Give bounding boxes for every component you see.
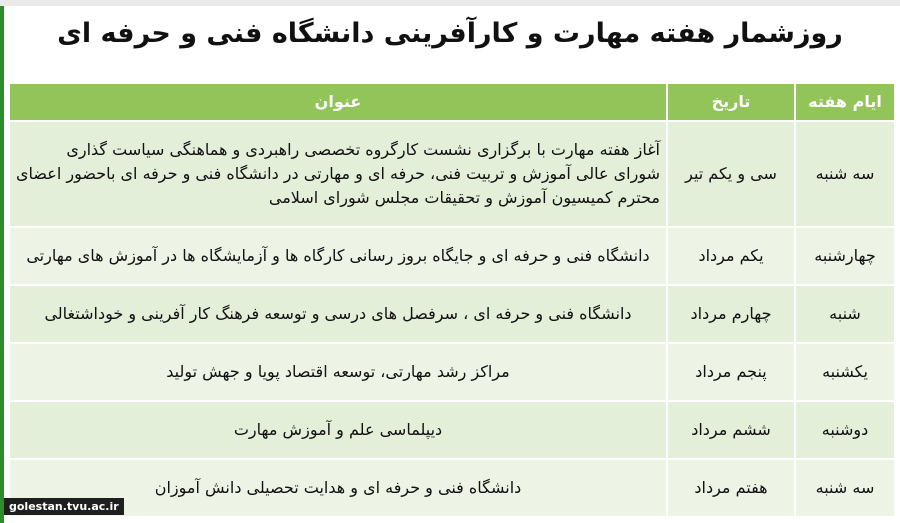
- day-cell: سه شنبه: [795, 459, 895, 517]
- subject-cell: دانشگاه فنی و حرفه ای ، سرفصل های درسی و توسعه فرهنگ کار آفرینی و خوداشتغالی: [9, 285, 667, 343]
- table-row: [9, 343, 895, 401]
- header-date: تاریخ: [667, 83, 795, 121]
- day-cell: یکشنبه: [795, 343, 895, 401]
- subject-cell: دانشگاه فنی و حرفه ای و هدایت تحصیلی دانش آموزان: [9, 459, 667, 517]
- day-cell: دوشنبه: [795, 401, 895, 459]
- day-cell: چهارشنبه: [795, 227, 895, 285]
- subject-cell: مراکز رشد مهارتی، توسعه اقتصاد پویا و جهش تولید: [9, 343, 667, 401]
- date-cell: پنجم مرداد: [667, 343, 795, 401]
- date-cell: ششم مرداد: [667, 401, 795, 459]
- table-row: [9, 227, 895, 285]
- header-day: ایام هفته: [795, 83, 895, 121]
- header-subject: عنوان: [9, 83, 667, 121]
- table-row: [9, 285, 895, 343]
- table-header-row: [9, 83, 895, 121]
- left-accent-bar: [0, 6, 4, 523]
- table-row: [9, 401, 895, 459]
- date-cell: هفتم مرداد: [667, 459, 795, 517]
- subject-cell: دیپلماسی علم و آموزش مهارت: [9, 401, 667, 459]
- day-cell: سه شنبه: [795, 121, 895, 227]
- top-frame-bar: [0, 0, 900, 6]
- site-watermark: golestan.tvu.ac.ir: [4, 498, 124, 515]
- table-row: [9, 459, 895, 517]
- day-cell: شنبه: [795, 285, 895, 343]
- date-cell: چهارم مرداد: [667, 285, 795, 343]
- date-cell: سی و یکم تیر: [667, 121, 795, 227]
- subject-cell: آغاز هفته مهارت با برگزاری نشست کارگروه تخصصی راهبردی و هماهنگی سیاست گذاری شورای عالی آموزش و تربیت فنی، حرفه ای و مهارتی در دانشگاه فنی و حرفه ای باحضور اعضای محترم کمیسیون آموزش و تحقیقات مجلس شورای اسلامی: [9, 121, 667, 227]
- subject-cell: دانشگاه فنی و حرفه ای و جایگاه بروز رسانی کارگاه ها و آزمایشگاه ها در آموزش های مهارتی: [9, 227, 667, 285]
- date-cell: یکم مرداد: [667, 227, 795, 285]
- schedule-table: [8, 82, 896, 518]
- table-row: [9, 121, 895, 227]
- page-title: روزشمار هفته مهارت و کارآفرینی دانشگاه فنی و حرفه ای: [57, 18, 843, 49]
